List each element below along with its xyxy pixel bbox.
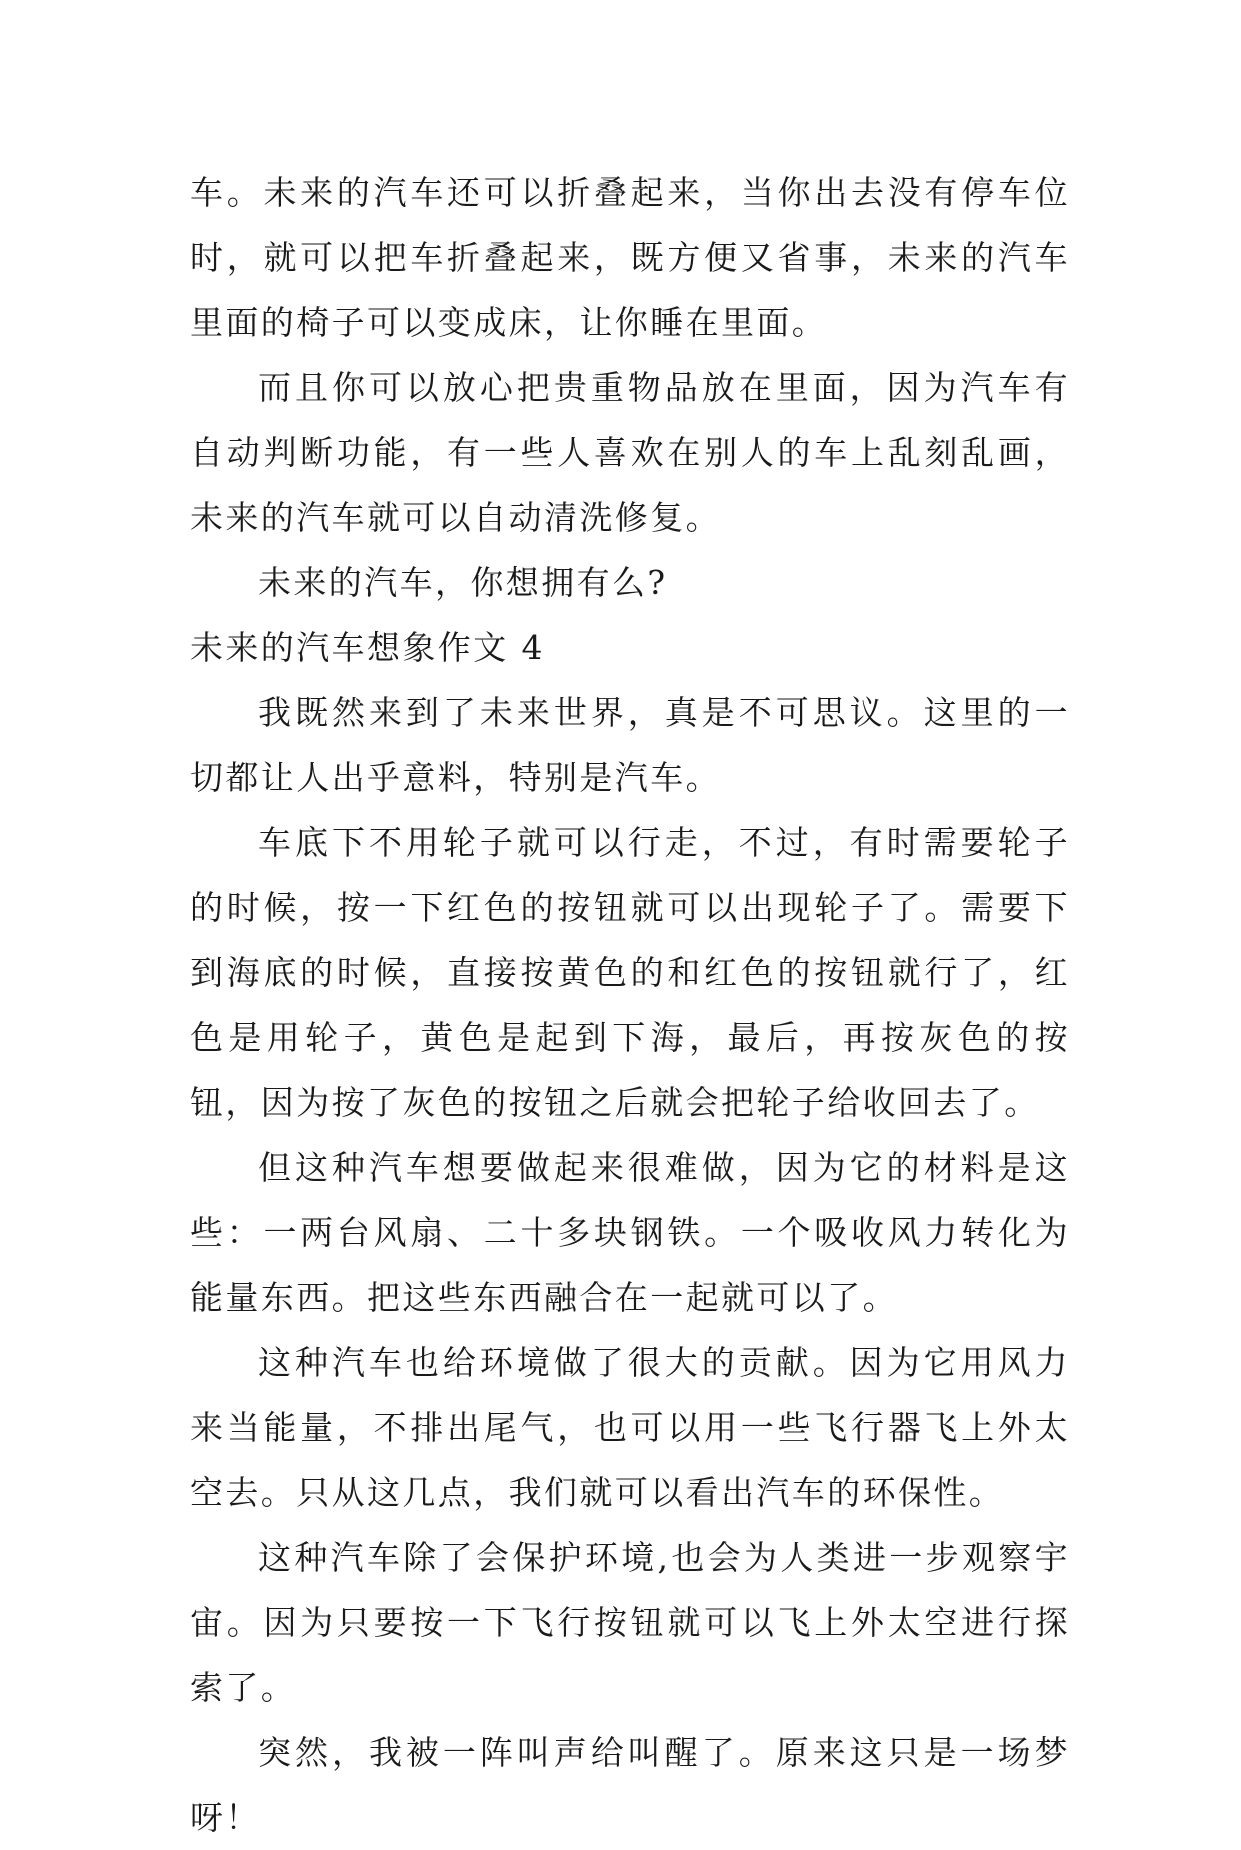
- section-heading: 未来的汽车想象作文 4: [190, 628, 545, 667]
- paragraph: 突然，我被一阵叫声给叫醒了。原来这只是一场梦呀！: [190, 1733, 1070, 1837]
- paragraph: 车底下不用轮子就可以行走，不过，有时需要轮子的时候，按一下红色的按钮就可以出现轮子了。需要下到海底的时候，直接按黄色的和红色的按钮就行了，红色是用轮子，黄色是起到下海，最后，再按灰色的按钮，因为按了灰色的按钮之后就会把轮子给收回去了。: [190, 823, 1070, 1122]
- paragraph: 车。未来的汽车还可以折叠起来，当你出去没有停车位时，就可以把车折叠起来，既方便又省事，未来的汽车里面的椅子可以变成床，让你睡在里面。: [190, 173, 1070, 342]
- paragraph: 而且你可以放心把贵重物品放在里面，因为汽车有自动判断功能，有一些人喜欢在别人的车上乱刻乱画，未来的汽车就可以自动清洗修复。: [190, 368, 1070, 537]
- paragraph: 这种汽车也给环境做了很大的贡献。因为它用风力来当能量，不排出尾气，也可以用一些飞行器飞上外太空去。只从这几点，我们就可以看出汽车的环保性。: [190, 1343, 1070, 1512]
- paragraph: 这种汽车除了会保护环境,也会为人类进一步观察宇宙。因为只要按一下飞行按钮就可以飞上外太空进行探索了。: [190, 1538, 1070, 1707]
- document-body: [190, 160, 1070, 1850]
- paragraph: 但这种汽车想要做起来很难做，因为它的材料是这些：一两台风扇、二十多块钢铁。一个吸收风力转化为能量东西。把这些东西融合在一起就可以了。: [190, 1148, 1070, 1317]
- paragraph: 未来的汽车，你想拥有么?: [258, 563, 668, 602]
- paragraph: 我既然来到了未来世界，真是不可思议。这里的一切都让人出乎意料，特别是汽车。: [190, 693, 1070, 797]
